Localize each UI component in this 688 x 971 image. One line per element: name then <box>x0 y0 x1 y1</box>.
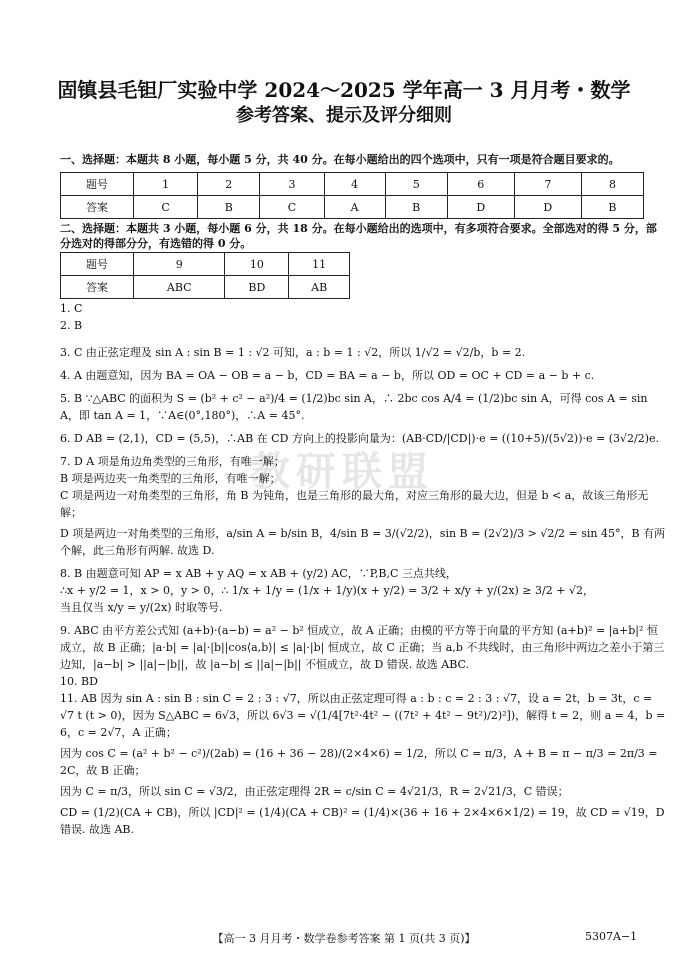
solution-item: 1. C <box>60 302 83 315</box>
question-number: 5 <box>385 173 447 196</box>
page-footer: 【高一 3 月月考・数学卷参考答案 第 1 页(共 3 页)】 <box>212 932 476 945</box>
answer-cell: ABC <box>134 276 225 299</box>
answer-cell: A <box>324 196 385 219</box>
answer-cell: B <box>385 196 447 219</box>
solution-item: B 项是两边夹一角类型的三角形，有唯一解； <box>60 472 281 485</box>
solution-item: 2. B <box>60 319 83 332</box>
section1-heading: 一、选择题：本题共 8 小题，每小题 5 分，共 40 分。在每小题给出的四个选项中，只有一项是符合题目要求的。 <box>60 153 620 166</box>
solution-item: 4. A 由题意知，因为 BA = OA − OB = a − b，CD = BA = a − b，所以 OD = OC + CD = a − b + c. <box>60 369 595 382</box>
answer-cell: D <box>447 196 514 219</box>
solution-item: 7. D A 项是角边角类型的三角形，有唯一解； <box>60 455 285 468</box>
question-number: 4 <box>324 173 385 196</box>
solution-item: 因为 cos C = (a² + b² − c²)/(2ab) = (16 + 36 − 28)/(2×4×6) = 1/2，所以 C = π/3，A + B = π − π/3 = 2π/3 = 2C，故 B 正确； <box>60 747 658 777</box>
row-label: 题号 <box>61 253 134 276</box>
question-number: 2 <box>198 173 260 196</box>
solution-item: 5. B ∵△ABC 的面积为 S = (b² + c² − a²)/4 = (1/2)bc sin A，∴ 2bc cos A/4 = (1/2)bc sin A，可得 cos A = sin A，即 tan A = 1，∵A∈(0°,180°)，∴A = 45°. <box>60 392 648 422</box>
question-number: 9 <box>134 253 225 276</box>
question-number: 10 <box>225 253 289 276</box>
solution-item: 6. D AB = (2,1)，CD = (5,5)，∴AB 在 CD 方向上的投影向量为：(AB·CD/|CD|)·e = ((10+5)/(5√2))·e = (3√2/2)e. <box>60 432 659 445</box>
row-label: 题号 <box>61 173 134 196</box>
page-subtitle: 参考答案、提示及评分细则 <box>236 105 452 126</box>
question-number: 3 <box>260 173 324 196</box>
solutions-list <box>60 300 666 838</box>
solution-item: 因为 C = π/3，所以 sin C = √3/2，由正弦定理得 2R = c/sin C = 4√21/3，R = 2√21/3，C 错误； <box>60 785 569 798</box>
answer-cell: BD <box>225 276 289 299</box>
watermark: 教研联盟 <box>250 448 434 495</box>
solution-item: 3. C 由正弦定理及 sin A : sin B = 1 : √2 可知，a : b = 1 : √2，所以 1/√2 = √2/b，b = 2. <box>60 346 526 359</box>
answer-cell: B <box>581 196 643 219</box>
page-title: 固镇县毛钽厂实验中学 2024～2025 学年高一 3 月月考・数学 <box>57 78 631 102</box>
question-number: 7 <box>514 173 581 196</box>
solution-item: 9. ABC 由平方差公式知 (a+b)·(a−b) = a² − b² 恒成立，故 A 正确；由模的平方等于向量的平方知 (a+b)² = |a+b|² 恒成立，故 B 正确；|a·b| = |a|·|b||cos⟨a,b⟩| ≤ |a|·|b| 恒成立，故 C 正确；当 a,b 不共线时，由三角形中两边之差小于第三边知，|a−b| > ||a|−|b||，故 |a−b| ≤ ||a|−|b|| 不恒成立，故 D 错误. 故选 ABC. <box>60 624 665 671</box>
answer-cell: C <box>260 196 324 219</box>
solution-item: 10. BD <box>60 675 98 688</box>
row-label: 答案 <box>61 196 134 219</box>
question-number: 11 <box>289 253 350 276</box>
question-number: 6 <box>447 173 514 196</box>
question-number: 8 <box>581 173 643 196</box>
section2-heading: 二、选择题：本题共 3 小题，每小题 6 分，共 18 分。在每小题给出的选项中，有多项符合要求。全部选对的得 5 分，部分选对的得部分分，有选错的得 0 分。 <box>60 222 657 250</box>
section1-table <box>60 172 644 219</box>
solution-item: C 项是两边一对角类型的三角形，角 B 为钝角，也是三角形的最大角，对应三角形的最大边，但是 b < a，故该三角形无解； <box>60 489 649 519</box>
answer-cell: B <box>198 196 260 219</box>
document-code: 5307A−1 <box>585 930 638 943</box>
solution-item: 11. AB 因为 sin A : sin B : sin C = 2 : 3 : √7，所以由正弦定理可得 a : b : c = 2 : 3 : √7，设 a = 2t，b = 3t，c = √7 t (t > 0)，因为 S△ABC = 6√3，所以 6√3 = √(1/4[7t²·4t² − ((7t² + 4t² − 9t²)/2)²])，解得 t = 2，则 a = 4，b = 6，c = 2√7，A 正确； <box>60 692 666 739</box>
solution-item: CD = (1/2)(CA + CB)，所以 |CD|² = (1/4)(CA + CB)² = (1/4)×(36 + 16 + 2×4×6×1/2) = 19，故 CD = √19，D 错误. 故选 AB. <box>60 806 665 836</box>
answer-cell: D <box>514 196 581 219</box>
section2-table <box>60 252 350 299</box>
solution-item: 当且仅当 x/y = y/(2x) 时取等号. <box>60 601 223 614</box>
answer-cell: C <box>134 196 198 219</box>
solution-item: 8. B 由题意可知 AP = x AB + y AQ = x AB + (y/2) AC，∵P,B,C 三点共线， <box>60 567 457 580</box>
solution-item: D 项是两边一对角类型的三角形，a/sin A = b/sin B，4/sin B = 3/(√2/2)，sin B = (2√2)/3 > √2/2 = sin 45°，B 有两个解，此三角形有两解. 故选 D. <box>60 527 666 557</box>
answer-cell: AB <box>289 276 350 299</box>
row-label: 答案 <box>61 276 134 299</box>
question-number: 1 <box>134 173 198 196</box>
solution-item: ∴x + y/2 = 1，x > 0，y > 0，∴ 1/x + 1/y = (1/x + 1/y)(x + y/2) = 3/2 + x/y + y/(2x) ≥ 3/2 + √2， <box>60 584 594 597</box>
